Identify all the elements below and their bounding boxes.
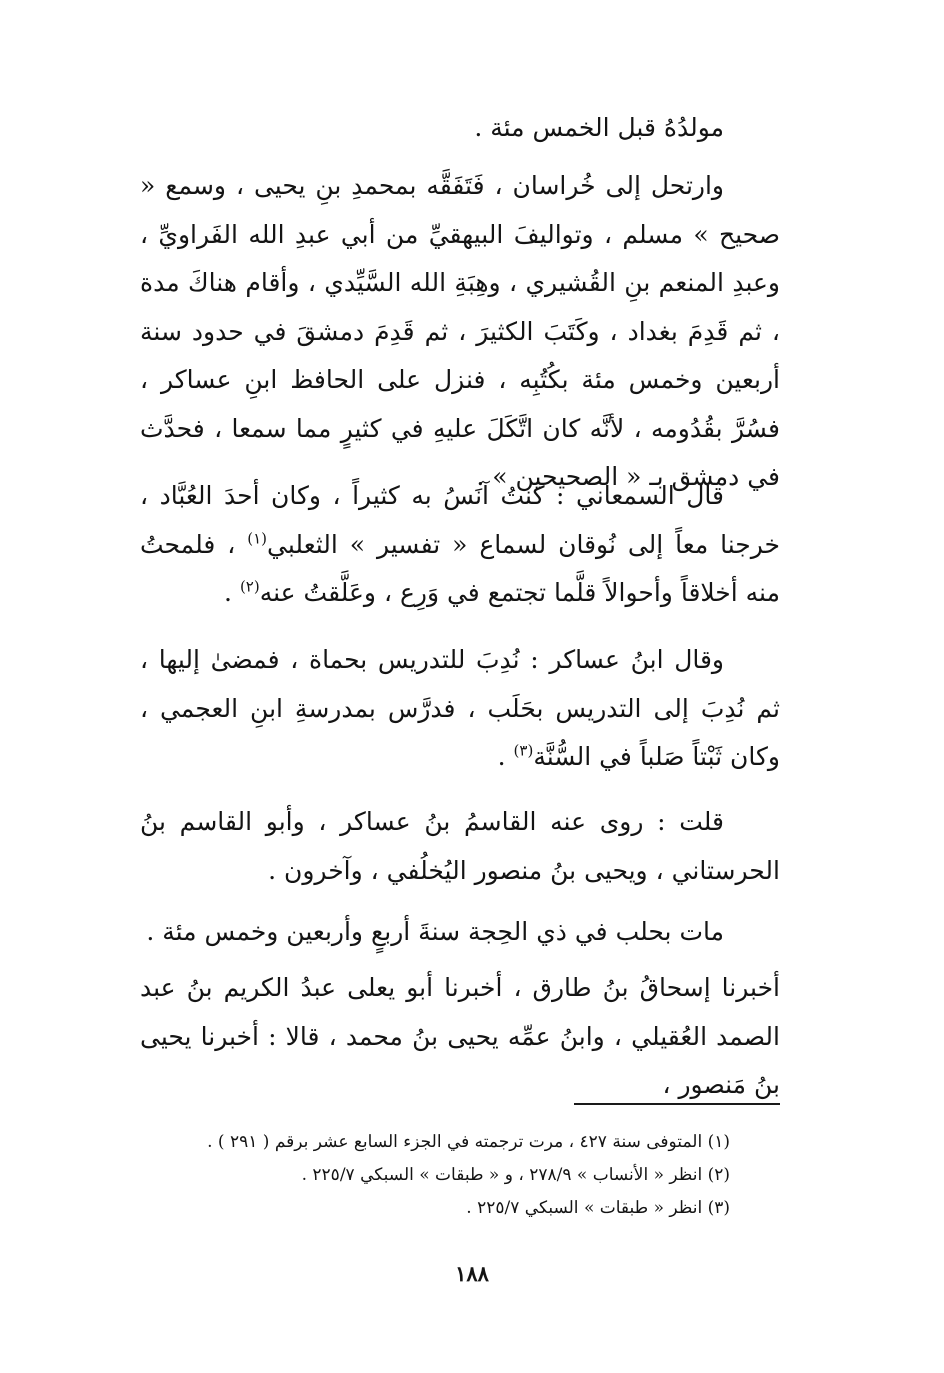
- paragraph-travels: [140, 162, 780, 502]
- quote-text-middle: ، فلمحتُ منه أخلاقاً وأحوالاً قلَّما تجتمع في وَرِع ، وعَلَّقتُ عنه: [140, 529, 780, 607]
- paragraph-text: قلت : روى عنه القاسمُ بنُ عساكر ، وأبو القاسم بنُ الحرستاني ، ويحيى بنُ منصور اليُخلُفي ، وآخرون .: [140, 807, 780, 885]
- paragraph-isnad: [140, 964, 780, 1110]
- paragraph-samani-quote: [140, 472, 780, 618]
- paragraph-birth: [140, 104, 780, 153]
- footnote-ref-2: (٢): [239, 577, 260, 596]
- quote-text-start: وقال ابنُ عساكر : نُدِبَ للتدريس بحماة ، فمضىٰ إليها ، ثم نُدِبَ إلى التدريس بحَلَب ، فدرَّس بمدرسةِ ابنِ العجمي ، وكان ثَبْتاً صَلباً في السُّنَّة: [140, 645, 780, 771]
- quote-text-end: .: [224, 578, 240, 607]
- paragraph-text: مولدُهُ قبل الخمس مئة .: [474, 113, 724, 142]
- paragraph-death: [140, 908, 780, 957]
- footnote-separator: [574, 1103, 780, 1105]
- footnotes: [150, 1126, 780, 1225]
- footnote-ref-3: (٣): [513, 741, 534, 760]
- paragraph-text: [140, 472, 780, 618]
- footnote-2: (٢) انظر « الأنساب » ٢٧٨/٩ ، و « طبقات » السبكي ٢٢٥/٧ .: [301, 1165, 730, 1185]
- quote-text-end: .: [497, 742, 514, 771]
- footnote-1: (١) المتوفى سنة ٤٢٧ ، مرت ترجمته في الجزء السابع عشر برقم ( ٢٩١ ) .: [207, 1132, 730, 1152]
- page-number: ١٨٨: [455, 1261, 489, 1286]
- quote-text-start: قال السمعاني : كنتُ آنَسُ به كثيراً ، وكان أحدَ العُبَّاد ، خرجنا معاً إلى نُوقان لسماع « تفسير » الثعلبي: [140, 481, 780, 559]
- paragraph-narrators: [140, 798, 780, 895]
- paragraph-text: وارتحل إلى خُراسان ، فَتَفَقَّه بمحمدِ بنِ يحيى ، وسمع « صحيح » مسلم ، وتواليفَ البيهقيِّ من أبي عبدِ الله الفَراويِّ ، وعبدِ المنعم بنِ القُشيري ، وهِبَةِ الله السَّيِّدي ، وأقام هناكَ مدة ، ثم قَدِمَ بغداد ، وكَتَبَ الكثيرَ ، ثم قَدِمَ دمشقَ في حدود سنة أربعين وخمس مئة بكُتُبِه ، فنزل على الحافظ ابنِ عساكر ، فسُرَّ بقُدُومه ، لأنَّه كان اتَّكَلَ عليهِ في كثيرٍ مما سمعا ، فحدَّث في دمشق بـ « الصحيحين » .: [140, 171, 780, 491]
- footnote-ref-1: (١): [247, 529, 268, 548]
- footnote-3: (٣) انظر « طبقات » السبكي ٢٢٥/٧ .: [466, 1198, 730, 1218]
- paragraph-text: [140, 636, 780, 782]
- paragraph-ibn-asakir-quote: [140, 636, 780, 782]
- paragraph-text: مات بحلب في ذي الحِجة سنةَ أربعٍ وأربعين وخمس مئة .: [146, 917, 724, 946]
- paragraph-text: أخبرنا إسحاقُ بنُ طارق ، أخبرنا أبو يعلى عبدُ الكريم بنُ عبد الصمد العُقيلي ، وابنُ عمِّه يحيى بنُ محمد ، قالا : أخبرنا يحيى بنُ مَنصور ،: [140, 973, 780, 1099]
